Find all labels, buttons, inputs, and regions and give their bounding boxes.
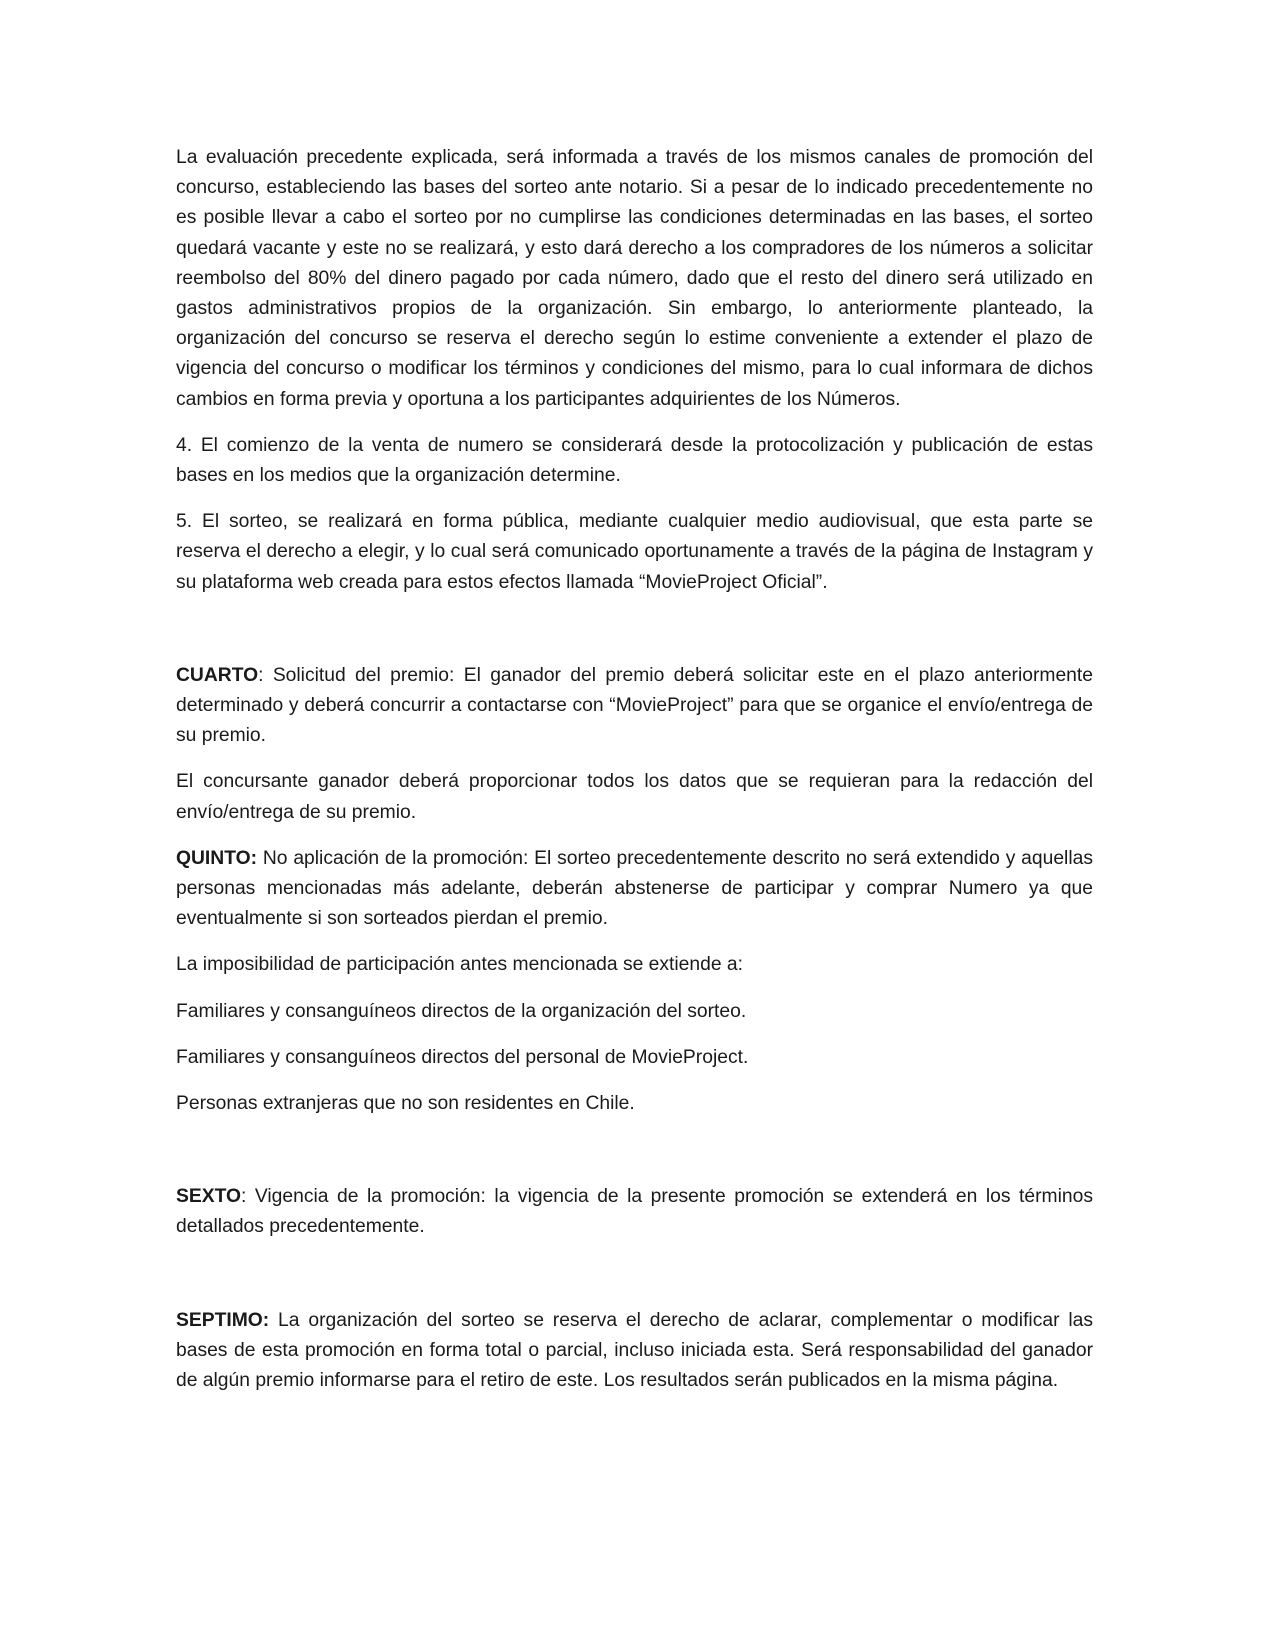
paragraph-text: Familiares y consanguíneos directos del personal de MovieProject. — [176, 1046, 749, 1068]
paragraph-text: Personas extranjeras que no son residentes en Chile. — [176, 1093, 635, 1115]
paragraph-text: : Vigencia de la promoción: la vigencia de la presente promoción se extenderá en los términos detallados precedentemente. — [176, 1186, 1093, 1238]
section-label: CUARTO — [176, 664, 259, 686]
list-item-extranjeras — [176, 1089, 1093, 1119]
paragraph-imposibilidad — [176, 950, 1093, 980]
section-cuarto — [176, 661, 1093, 752]
paragraph-text: La imposibilidad de participación antes mencionada se extiende a: — [176, 954, 744, 976]
paragraph-evaluation — [176, 143, 1093, 415]
paragraph-text: No aplicación de la promoción: El sorteo precedentemente descrito no será extendido y aquellas personas mencionadas más adelante, deberán abstenerse de participar y comprar Numero ya que eventualmente si son sorteados pierdan el premio. — [176, 847, 1093, 930]
list-item-personal — [176, 1043, 1093, 1073]
paragraph-text: El concursante ganador deberá proporcionar todos los datos que se requieran para la redacción del envío/entrega de su premio. — [176, 771, 1093, 823]
list-item-organizacion — [176, 997, 1093, 1027]
paragraph-ganador — [176, 767, 1093, 827]
paragraph-text: Familiares y consanguíneos directos de la organización del sorteo. — [176, 1000, 747, 1022]
paragraph-text: 4. El comienzo de la venta de numero se considerará desde la protocolización y publicación de estas bases en los medios que la organización determine. — [176, 434, 1093, 487]
paragraph-text: : Solicitud del premio: El ganador del premio deberá solicitar este en el plazo anteriormente determinado y deberá concurrir a contactarse con “MovieProject” para que se organice el envío/entrega de su premio. — [176, 664, 1093, 747]
section-label: QUINTO: — [176, 847, 258, 869]
section-quinto — [176, 844, 1093, 935]
section-septimo — [176, 1306, 1093, 1397]
section-label: SEXTO — [176, 1186, 242, 1208]
paragraph-item-4 — [176, 431, 1093, 491]
paragraph-text: La evaluación precedente explicada, será informada a través de los mismos canales de promoción del concurso, estableciendo las bases del sorteo ante notario. Si a pesar de lo indicado precedentemente no es posible llevar a cabo el sorteo por no cumplirse las condiciones determinadas en las bases, el sorteo quedará vacante y este no se realizará, y esto dará derecho a los compradores de los números a solicitar reembolso del 80% del dinero pagado por cada número, dado que el resto del dinero será utilizado en gastos administrativos propios de la organización. Sin embargo, lo anteriormente planteado, la organización del concurso se reserva el derecho según lo estime conveniente a extender el plazo de vigencia del concurso o modificar los términos y condiciones del mismo, para lo cual informara de dichos cambios en forma previa y oportuna a los participantes adquirientes de los Números. — [176, 147, 1093, 410]
document-page — [176, 143, 1093, 1396]
section-label: SEPTIMO: — [176, 1309, 270, 1331]
section-sexto — [176, 1182, 1093, 1242]
paragraph-item-5 — [176, 507, 1093, 598]
paragraph-text: 5. El sorteo, se realizará en forma pública, mediante cualquier medio audiovisual, que esta parte se reserva el derecho a elegir, y lo cual será comunicado oportunamente a través de la página de Instagram y su plataforma web creada para estos efectos llamada “MovieProject Oficial”. — [176, 511, 1093, 593]
paragraph-text: La organización del sorteo se reserva el derecho de aclarar, complementar o modificar las bases de esta promoción en forma total o parcial, incluso iniciada esta. Será responsabilidad del ganador de algún premio informarse para el retiro de este. Los resultados serán publicados en la misma página. — [176, 1309, 1093, 1392]
